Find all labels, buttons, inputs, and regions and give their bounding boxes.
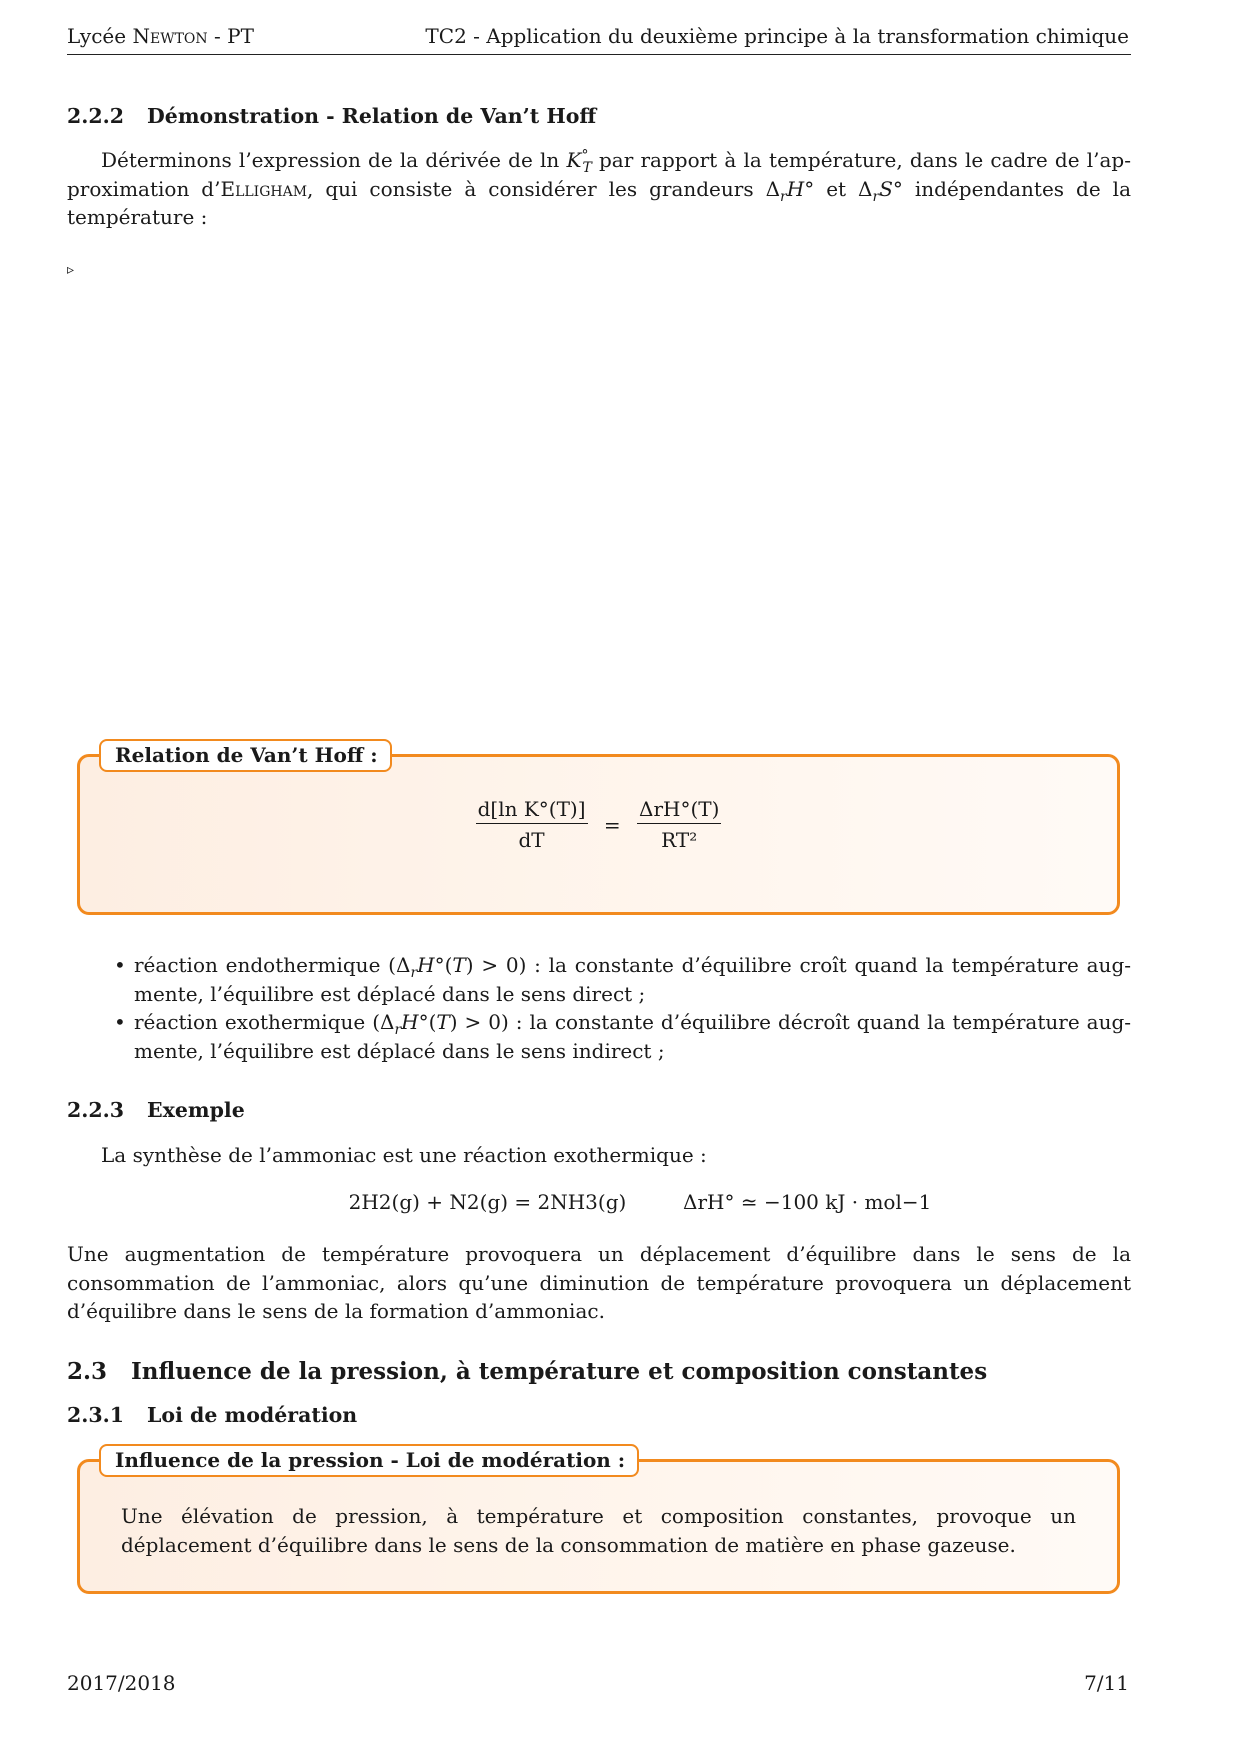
- example-conclusion: Une augmentation de température provoquera un déplacement d’équilibre dans le sens de la consommation de l’ammoniac, alors qu’une diminution de température provoquera un déplacement d’équilibre dans le sens de la formation d’ammoniac.: [67, 1242, 1131, 1323]
- vanthoff-box: [77, 754, 1120, 915]
- example-intro: La synthèse de l’ammoniac est une réaction exothermique :: [101, 1143, 707, 1167]
- fraction-right-denominator: RT²: [661, 828, 698, 852]
- section-number: 2.2.3: [67, 1098, 125, 1122]
- vanthoff-equation: [80, 797, 1117, 852]
- fraction-left-numerator: d[ln K°(T)]: [476, 797, 588, 824]
- pressure-box: [77, 1459, 1120, 1594]
- page-number: 7/11: [1084, 1671, 1129, 1695]
- fraction-left-denominator: dT: [518, 828, 545, 852]
- header-right: TC2 - Application du deuxième principe à la transformation chimique: [425, 24, 1129, 48]
- section-number: 2.2.2: [67, 104, 125, 128]
- demonstration-paragraph: Déterminons l’expression de la dérivée de $\ln K^\circ_T$ par rapport à la température, dans le cadre de l’ap- proximation d’Elligham, qui consiste à considérer les grandeurs $\Delta_rH^\circ$ et $\Delta_rS^\circ$ indépendantes de la température :: [67, 147, 1131, 229]
- footer-year: 2017/2018: [67, 1671, 176, 1695]
- fraction-right: [637, 797, 721, 852]
- section-2-2-3-heading: [67, 1098, 245, 1122]
- reaction-enthalpy: ΔrH° ≃ −100 kJ · mol−1: [683, 1190, 932, 1214]
- delta-h-symbol: $\Delta_rH^\circ$: [765, 176, 815, 205]
- section-title: Influence de la pression, à température et composition constantes: [131, 1358, 988, 1385]
- section-number: 2.3: [67, 1358, 108, 1385]
- delta-s-symbol: $\Delta_rS^\circ$: [858, 176, 903, 205]
- section-number: 2.3.1: [67, 1403, 125, 1427]
- equals-sign: =: [603, 812, 621, 837]
- section-2-2-2-heading: [67, 104, 596, 128]
- list-item: • réaction endothermique $(\Delta_rH^\circ(T) > 0)$ : la constante d’équilibre croît quand la température aug- mente, l’équilibre est déplacé dans le sens direct ;: [114, 951, 1131, 1008]
- header-school-prefix: Lycée: [67, 24, 127, 48]
- section-2-3-heading: [67, 1358, 987, 1385]
- vanthoff-box-title: Relation de Van’t Hoff :: [99, 739, 392, 772]
- triangle-marker-icon: ▹: [67, 262, 75, 278]
- fraction-right-numerator: ΔrH°(T): [637, 797, 721, 824]
- section-title: Démonstration - Relation de Van’t Hoff: [147, 104, 597, 128]
- header-left: [67, 24, 254, 48]
- section-2-3-1-heading: [67, 1403, 357, 1427]
- section-title: Loi de modération: [147, 1403, 358, 1427]
- pressure-box-title: Influence de la pression - Loi de modération :: [99, 1444, 639, 1477]
- header-class: - PT: [214, 24, 254, 48]
- list-item: • réaction exothermique $(\Delta_rH^\circ(T) > 0)$ : la constante d’équilibre décroît quand la température aug- mente, l’équilibre est déplacé dans le sens indirect ;: [114, 1008, 1131, 1065]
- elligham-name: Elligham: [220, 176, 308, 201]
- ammonia-reaction-equation: [0, 1190, 1240, 1214]
- header-school-name: Newton: [132, 24, 208, 48]
- reaction: 2H2(g) + N2(g) = 2NH3(g): [348, 1190, 627, 1214]
- delta-h-positive: $\Delta_rH^\circ(T) > 0$: [395, 953, 519, 981]
- header-rule: [67, 54, 1131, 55]
- temperature-effect-list: [114, 951, 1131, 1065]
- section-title: Exemple: [147, 1098, 245, 1122]
- fraction-left: [476, 797, 588, 852]
- ln-k-symbol: $\ln K^\circ_T$: [540, 147, 592, 176]
- pressure-law-text: Une élévation de pression, à température et composition constantes, provoque un déplacement d’équilibre dans le sens de la consommation de matière en phase gazeuse.: [121, 1504, 1076, 1557]
- delta-h-positive: $\Delta_rH^\circ(T) > 0$: [380, 1010, 502, 1038]
